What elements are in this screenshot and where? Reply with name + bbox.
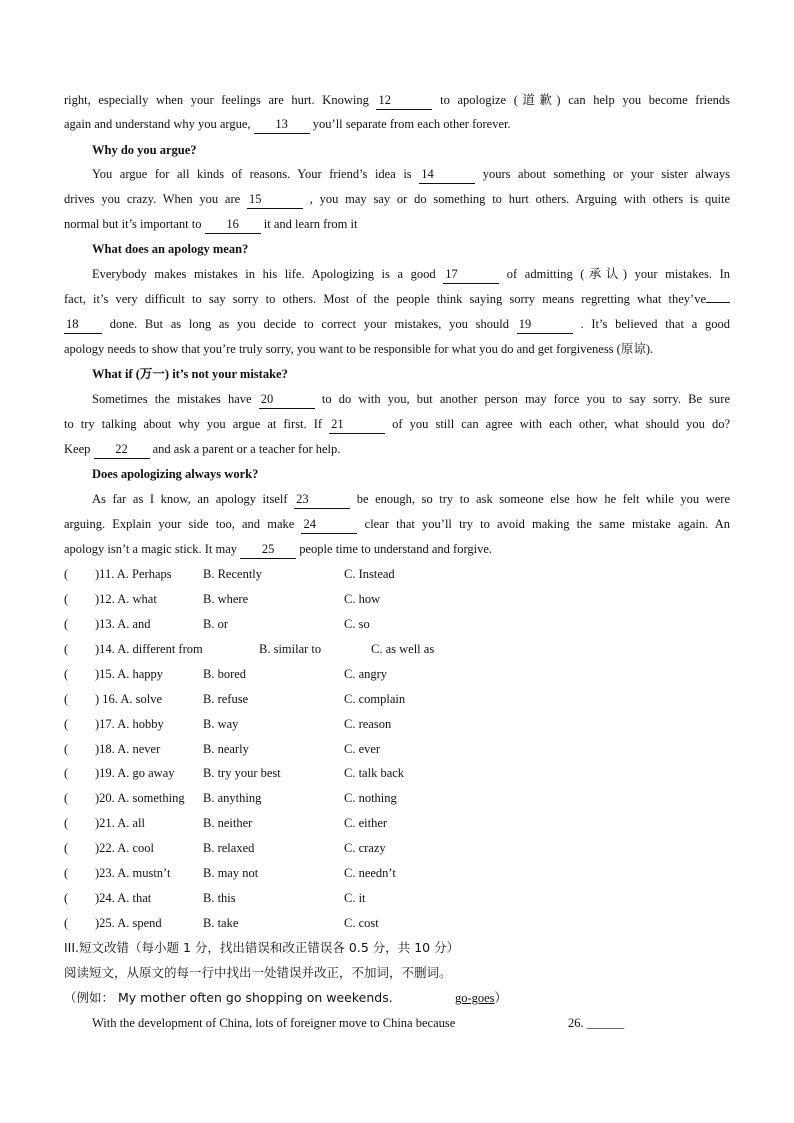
passage-line: [92, 265, 730, 284]
answer-paren[interactable]: (: [64, 816, 69, 831]
question-option-c: C. as well as: [371, 641, 435, 656]
question-option-b: B. anything: [203, 791, 262, 806]
text: and ask a parent or a teacher for help.: [149, 442, 341, 456]
question-option-a: )11. A. Perhaps: [95, 567, 172, 581]
text: to do with you, but another person may force you to say sorry. Be sure: [314, 392, 730, 406]
answer-paren[interactable]: (: [64, 766, 69, 781]
question-option-c: C. needn’t: [344, 866, 396, 881]
blank-18: 18: [64, 315, 102, 334]
text: again and understand why you argue,: [64, 117, 254, 131]
question-option-b: B. neither: [203, 816, 253, 831]
question-option-a: )21. A. all: [95, 816, 145, 831]
question-option-a: )13. A. and: [95, 616, 151, 631]
question-option-a: )17. A. hobby: [95, 716, 164, 731]
question-option-c: C. Instead: [344, 567, 395, 581]
example-answer: go-goes: [454, 991, 495, 1005]
example-line: [64, 989, 730, 1007]
question-option-b: B. Recently: [203, 567, 263, 581]
section-heading: What if (万一) it’s not your mistake?: [92, 367, 288, 381]
passage-line: [92, 490, 730, 509]
section-title: III.短文改错（每小题 1 分，找出错误和改正错误各 0.5 分，共 10 分）: [64, 940, 460, 955]
passage-line: [64, 315, 730, 334]
answer-paren[interactable]: (: [64, 841, 69, 856]
question-option-b: B. way: [203, 716, 239, 731]
question-option-b: B. similar to: [259, 641, 322, 656]
text: people time to understand and forgive.: [296, 542, 493, 556]
answer-paren[interactable]: (: [64, 916, 69, 931]
question-option-b: B. may not: [203, 866, 259, 881]
blank-20: 20: [259, 390, 315, 409]
text: arguing. Explain your side too, and make: [64, 517, 302, 531]
passage-line: [64, 415, 730, 434]
text: done. But as long as you decide to correct your mistakes, you should: [102, 317, 517, 331]
correction-line: [92, 1014, 730, 1032]
blank-22: 22: [94, 440, 150, 459]
question-option-b: B. nearly: [203, 741, 249, 756]
answer-paren[interactable]: (: [64, 691, 69, 706]
blank-16: 16: [205, 215, 261, 234]
text: Everybody makes mistakes in his life. Apologizing is a good: [92, 267, 444, 281]
question-option-c: C. nothing: [344, 791, 397, 806]
question-option-a: )15. A. happy: [95, 666, 164, 681]
text: of you still can agree with each other, what should you do?: [385, 417, 730, 431]
question-option-a: ) 16. A. solve: [95, 691, 163, 706]
answer-paren[interactable]: (: [64, 716, 69, 731]
answer-paren[interactable]: (: [64, 791, 69, 806]
question-option-a: )22. A. cool: [95, 841, 155, 856]
text: Keep: [64, 442, 94, 456]
text: clear that you’ll try to avoid making the same mistake again. An: [357, 517, 730, 531]
question-option-b: B. refuse: [203, 691, 249, 706]
text: you’ll separate from each other forever.: [309, 117, 511, 131]
question-option-c: C. reason: [344, 716, 392, 731]
question-option-c: C. cost: [344, 916, 379, 931]
correction-text: With the development of China, lots of foreigner move to China because: [92, 1016, 456, 1030]
question-option-a: )24. A. that: [95, 891, 152, 906]
answer-paren[interactable]: (: [64, 866, 69, 881]
passage-line: [92, 165, 730, 184]
question-option-a: )20. A. something: [95, 791, 185, 806]
passage-line: apology needs to show that you’re truly sorry, you want to be responsible for what you do and get forgiveness (原谅).: [64, 342, 654, 356]
example-text: （例如： My mother often go shopping on weekends.: [64, 990, 393, 1005]
passage-line: [64, 91, 730, 110]
answer-paren[interactable]: (: [64, 591, 69, 606]
passage-line: [64, 515, 730, 534]
blank-17: 17: [443, 265, 499, 284]
question-option-c: C. talk back: [344, 766, 405, 781]
question-option-c: C. how: [344, 591, 381, 606]
question-option-b: B. bored: [203, 666, 247, 681]
text: Sometimes the mistakes have: [92, 392, 259, 406]
question-option-b: B. this: [203, 891, 236, 906]
question-option-b: B. or: [203, 616, 228, 631]
passage-line: [64, 115, 730, 134]
question-option-b: B. relaxed: [203, 841, 255, 856]
text: As far as I know, an apology itself: [92, 492, 295, 506]
blank-13: 13: [254, 115, 310, 134]
text: right, especially when your feelings are hurt. Knowing: [64, 93, 377, 107]
passage-line: [64, 540, 730, 559]
blank-12: 12: [376, 91, 432, 110]
answer-paren[interactable]: (: [64, 616, 69, 631]
text: to try talking about why you argue at first. If: [64, 417, 330, 431]
text: fact, it’s very difficult to say sorry to others. Most of the people think saying sorry means regretting what they’ve: [64, 292, 706, 306]
blank-24: 24: [301, 515, 357, 534]
section-instruction: 阅读短文，从原文的每一行中找出一处错误并改正，不加词，不删词。: [64, 965, 452, 980]
text: apology isn’t a magic stick. It may: [64, 542, 241, 556]
example-close: ）: [494, 990, 508, 1005]
section-heading: What does an apology mean?: [92, 242, 249, 256]
text: to apologize (道歉) can help you become friends: [432, 93, 731, 107]
answer-paren[interactable]: (: [64, 666, 69, 681]
text: it and learn from it: [260, 217, 358, 231]
question-option-a: )12. A. what: [95, 591, 157, 606]
question-option-a: )19. A. go away: [95, 766, 175, 781]
question-option-c: C. either: [344, 816, 388, 831]
passage-line: [92, 390, 730, 409]
question-option-b: B. where: [203, 591, 249, 606]
text: , you may say or do something to hurt others. Arguing with others is quite: [302, 192, 730, 206]
blank-15: 15: [247, 190, 303, 209]
section-heading: Why do you argue?: [92, 143, 197, 157]
blank-19: 19: [517, 315, 573, 334]
passage-line: [64, 215, 730, 234]
question-option-c: C. so: [344, 616, 370, 631]
text: be enough, so try to ask someone else how he felt while you were: [350, 492, 730, 506]
question-option-a: )23. A. mustn’t: [95, 866, 171, 881]
section-heading: Does apologizing always work?: [92, 467, 259, 481]
text: of admitting (承认) your mistakes. In: [499, 267, 730, 281]
question-option-a: )25. A. spend: [95, 916, 162, 931]
passage-line: [64, 190, 730, 209]
blank-14: 14: [419, 165, 475, 184]
blank-18-start: [706, 302, 730, 303]
text: normal but it’s important to: [64, 217, 205, 231]
text: drives you crazy. When you are: [64, 192, 247, 206]
passage-line: [64, 290, 730, 308]
answer-paren[interactable]: (: [64, 641, 69, 656]
passage-line: [64, 440, 730, 459]
text: yours about something or your sister always: [475, 167, 730, 181]
blank-25: 25: [240, 540, 296, 559]
question-option-b: B. try your best: [203, 766, 281, 781]
question-option-c: C. crazy: [344, 841, 386, 856]
answer-paren[interactable]: (: [64, 741, 69, 756]
text: You argue for all kinds of reasons. Your friend’s idea is: [92, 167, 420, 181]
question-option-c: C. angry: [344, 666, 388, 681]
question-option-c: C. ever: [344, 741, 381, 756]
question-option-a: )14. A. different from: [95, 641, 203, 656]
answer-slot-26[interactable]: 26. ______: [568, 1016, 625, 1030]
answer-paren[interactable]: (: [64, 891, 69, 906]
question-option-b: B. take: [203, 916, 239, 931]
answer-paren[interactable]: (: [64, 567, 69, 581]
blank-21: 21: [329, 415, 385, 434]
blank-23: 23: [294, 490, 350, 509]
question-option-c: C. it: [344, 891, 366, 906]
question-option-a: )18. A. never: [95, 741, 161, 756]
text: . It’s believed that a good: [572, 317, 731, 331]
question-option-c: C. complain: [344, 691, 406, 706]
